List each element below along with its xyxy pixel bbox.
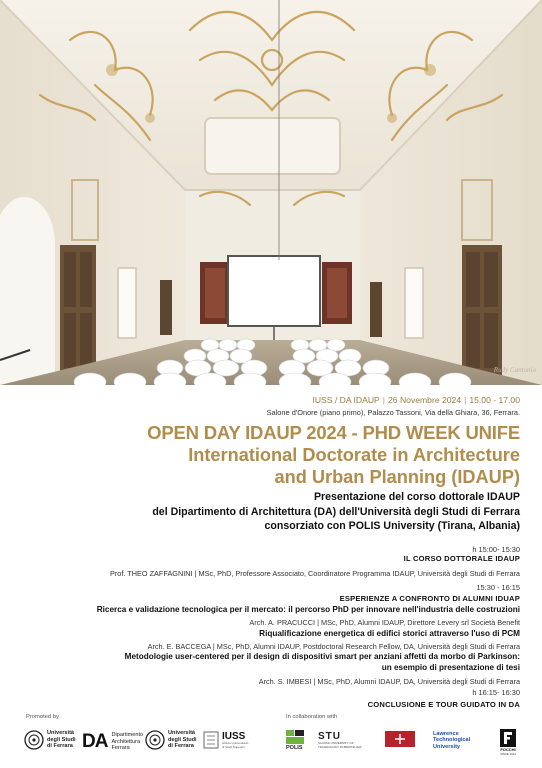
focchi-subtext: SINCE 1914	[500, 752, 516, 756]
da-text: Dipartimento Architettura Ferrara	[111, 732, 144, 752]
unife-logo	[24, 730, 76, 750]
session-2	[20, 583, 520, 603]
talk-3	[20, 651, 520, 686]
stu-text: STU	[318, 731, 341, 742]
iuss-emblem-icon	[203, 731, 219, 749]
event-date: 26 Novembre 2024	[388, 395, 462, 405]
speaker-line: Arch. S. IMBESI | MSc, PhD, Alumni IDAUP, DA, Università degli Studi di Ferrara	[258, 677, 520, 686]
speaker-line: Arch. A. PRACUCCI | MSc, PhD, Alumni IDAUP, Direttore Levery srl Società Benefit	[249, 618, 520, 627]
session-time: h 16:15- 16:30	[472, 688, 520, 697]
session-1	[20, 545, 520, 563]
collab-label: In collaboration with	[286, 714, 338, 720]
event-venue: Salone d'Onore (piano primo), Palazzo Tassoni, Via della Ghiara, 36, Ferrara.	[266, 408, 520, 417]
unife-seal-icon	[24, 730, 44, 750]
cross-emblem-icon	[385, 731, 415, 747]
speaker-zaffagnini	[20, 569, 520, 578]
speaker-line: Prof. THEO ZAFFAGNINI | MSc, PhD, Professore Associato, Coordinatore Programma IDAUP, Università degli Studi di Ferrara	[110, 569, 520, 578]
partner-red-logo	[385, 731, 415, 747]
promoted-label: Promoted by	[26, 714, 59, 720]
subtitle-line-3: consorziato con POLIS University (Tirana, Albania)	[264, 520, 520, 532]
unife-text: Università degli Studi di Ferrara	[47, 730, 76, 750]
talk-title-b: un esempio di presentazione di tesi	[381, 663, 520, 672]
da-mark: DA	[82, 731, 108, 752]
da-logo	[82, 731, 143, 753]
stu-logo	[318, 731, 361, 749]
program-title-line-1: International Doctorate in Architecture	[188, 445, 520, 465]
ltu-text-3: University	[433, 743, 461, 750]
subtitle-line-2: del Dipartimento di Architettura (DA) dell'Università degli Studi di Ferrara	[152, 505, 520, 518]
talk-title: Riqualificazione energetica di edifici storici attraverso l'uso di PCM	[259, 629, 520, 638]
subtitle-line-1: Presentazione del corso dottorale IDAUP	[313, 491, 520, 503]
event-meta: IUSS / DA IDAUP | 26 Novembre 2024 | 15.00 - 17.00	[312, 395, 520, 405]
event-time: 15.00 - 17.00	[469, 395, 520, 405]
ltu-text-2: Technological	[433, 737, 471, 744]
event-title: OPEN DAY IDAUP 2024 - PHD WEEK UNIFE	[147, 422, 520, 443]
ltu-text-1: Lawrence	[433, 731, 459, 737]
program-title	[90, 444, 520, 488]
polis-mark-icon	[286, 730, 304, 744]
session-time: 15:30 - 16:15	[476, 583, 520, 592]
iuss-text: IUSS	[222, 731, 246, 742]
photo-credit: Rudy Cantonio	[493, 366, 536, 374]
polis-logo	[286, 730, 304, 751]
session-time: h 15:00- 15:30	[472, 545, 520, 554]
talk-title: Ricerca e validazione tecnologica per il mercato: il percorso PhD per innovare nell'industria delle costruzioni	[96, 605, 520, 614]
program-title-line-2: and Urban Planning (IDAUP)	[274, 467, 520, 487]
talk-2	[20, 628, 520, 651]
event-org: IUSS / DA IDAUP	[312, 395, 380, 405]
stu-subtext: SLOVAK UNIVERSITY OF TECHNOLOGY IN BRATISLAVA	[318, 741, 362, 749]
session-heading: IL CORSO DOTTORALE IDAUP	[403, 554, 520, 563]
talk-title-a: Metodologie user-centered per il design di dispositivi smart per anziani affetti da morbo di Parkinson:	[124, 652, 520, 661]
focchi-mark-icon	[500, 729, 516, 747]
event-subtitle	[50, 490, 520, 534]
session-3	[20, 688, 520, 709]
speaker-line: Arch. E. BACCEGA | MSc, PhD, Alumni IDAUP, Postdoctoral Research Fellow, DA, Università degli Studi di Ferrara	[147, 642, 520, 651]
unife-text: Università degli Studi di Ferrara	[168, 730, 197, 750]
iuss-logo	[203, 731, 248, 749]
unife-logo-2	[145, 730, 197, 750]
talk-1	[20, 604, 520, 627]
polis-text: POLIS	[286, 745, 303, 751]
iuss-subtext: Istituto Universitario di Studi Superiori	[222, 741, 249, 749]
session-heading: ESPERIENZE A CONFRONTO DI ALUMNI IDUAP	[339, 594, 520, 603]
unife-seal-icon	[145, 730, 165, 750]
focchi-text: FOCCHI	[500, 747, 516, 752]
focchi-logo	[500, 729, 516, 756]
session-heading: CONCLUSIONE E TOUR GUIDATO IN DA	[367, 700, 520, 709]
ltu-logo	[433, 731, 470, 750]
